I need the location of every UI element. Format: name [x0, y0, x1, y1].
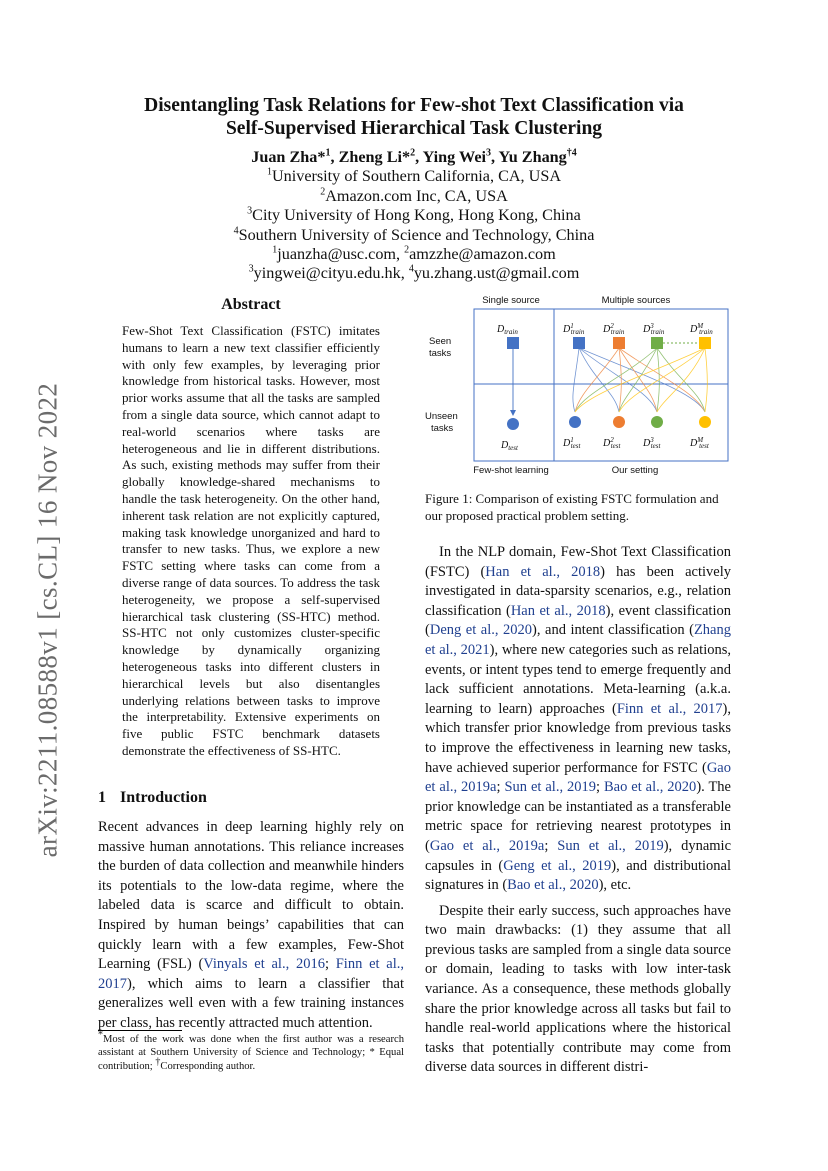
seen-label-2: tasks — [429, 348, 452, 359]
d-test-label: $D_{test}$ — [501, 440, 518, 452]
paragraph: Despite their early success, such approaches have two main drawbacks: (1) they assume that all previous tasks are sampled from a single data source or domain, leading to tasks with low inter-task variance. As a consequence, these methods globally share the prior knowledge across all tasks but fail to handle real-world applications where the historical tasks that potentially contribute may come from diverse data sources in different distri- — [425, 902, 731, 1076]
d1-train-label: $D^1$ train — [563, 322, 585, 336]
affiliation-sup: 2 — [320, 186, 326, 198]
citation-link[interactable]: Zhang et al., 2021 — [425, 622, 731, 658]
unseen-label: Unseen — [425, 411, 458, 422]
paragraph: In the NLP domain, Few-Shot Text Classification (FSTC) (Han et al., 2018) has been actively investigated in data-sparsity scenarios, e.g., relation classification (Han et al., 2018), event classification (Deng et al., 2020), and intent classification (Zhang et al., 2021), where new categories such as relations, events, or intent types tend to emerge frequently and lack sufficient annotations. Meta-learning (a.k.a. learning to learn) approaches (Finn et al., 2017), which transfer prior knowledge from previous tasks to improve the effectiveness in learning new tasks, have achieved superior performance for FSTC (Gao et al., 2019a; Sun et al., 2019; Bao et al., 2020). The prior knowledge can be instantiated as a transferable metric space for retrieving nearest prototypes in (Gao et al., 2019a; Sun et al., 2019), dynamic capsules in (Geng et al., 2019), and distributional signatures in (Bao et al., 2020), etc. — [425, 544, 732, 894]
footnote-text: Most of the work was done when the first author was a research assistant at Southern University of Science and Technology; * Equal contribution; — [98, 1034, 404, 1072]
dm-test-circle — [699, 416, 711, 428]
d2-test-label: $D^2$ test — [603, 436, 621, 450]
intro-paragraph — [98, 818, 404, 1034]
abstract-heading: Abstract — [221, 296, 281, 313]
citation-link[interactable]: Han et al., 2018 — [510, 602, 606, 619]
footnote-rule — [98, 1030, 182, 1031]
dm-test-label: $D^M$ test — [690, 436, 709, 450]
author-names: Juan Zha*$^1$, Zheng Li*$^2$, Ying Wei$^3$, Yu Zhang$^{\dagger 4}$ — [251, 147, 577, 166]
d1-train-square — [573, 337, 585, 349]
d3-test-label: $D^3$ test — [643, 436, 661, 450]
figure-caption: Figure 1: Comparison of existing FSTC formulation and our proposed practical problem setting. — [425, 491, 719, 523]
affiliation-sup: 4 — [233, 225, 239, 237]
abstract-text: Few-Shot Text Classification (FSTC) imitates humans to learn a new text classifier efficiently with only few examples, by leveraging prior knowledge from historical tasks. However, most prior works assume that all the tasks are sampled from a single data source, which cannot adapt to real-world scenarios where tasks are heterogeneous and lie in different distributions. As such, existing methods may suffer from their globally knowledge-shared mechanisms to handle the task heterogeneity. On the other hand, inherent task relation are not explicitly captured, making task knowledge unorganized and hard to transfer to new tasks. Thus, we explore a new FSTC setting where tasks can come from a diverse range of data sources. To address the task heterogeneity, we propose a self-supervised hierarchical task clustering (SS-HTC) method. SS-HTC not only customizes cluster-specific knowledge by dynamically organizing heterogeneous tasks into different clusters in hierarchical levels but also disentangles underlying relations between tasks to improve the interpretability. Extensive experiments on five public FSTC benchmark datasets demonstrate the effectiveness of SS-HTC. — [122, 323, 380, 758]
citation-link[interactable]: Sun et al., 2019 — [504, 779, 596, 796]
right-column — [425, 543, 731, 1078]
figure-1 — [425, 292, 731, 476]
affiliation-text: City University of Hong Kong, Hong Kong, China — [252, 206, 581, 225]
affiliation-sup: 1 — [266, 167, 272, 179]
arxiv-id: arXiv:2211.08588v1 [cs.CL] 16 Nov 2022 — [32, 382, 63, 858]
author-3: Ying Wei — [422, 148, 487, 166]
citation-link[interactable]: Gao et al., 2019a — [429, 837, 545, 854]
single-source-label: Single source — [482, 295, 540, 306]
author-2: Zheng Li* — [338, 148, 411, 166]
cross-arrows — [573, 348, 707, 412]
d3-train-label: $D^3$ train — [643, 322, 665, 336]
paper-title — [98, 94, 730, 140]
section-title: Introduction — [120, 789, 207, 806]
text: Recent advances in deep learning highly rely on massive human annotations. This reliance increases the burden of data collection and meanwhile hinders its potentials to the low-data regime, where the labeled data is scarce and difficult to obtain. Inspired by human beings’ capabilities that can quickly learn with a few examples, Few-Shot Learning (FSL) ( — [98, 819, 404, 973]
title-line-2: Self-Supervised Hierarchical Task Clustering — [225, 118, 603, 139]
d1-test-circle — [569, 416, 581, 428]
author-1-sup: 1 — [325, 147, 331, 159]
seen-label: Seen — [429, 336, 452, 347]
author-1: Juan Zha* — [251, 148, 326, 166]
few-shot-learning-label: Few-shot learning — [473, 465, 549, 476]
author-2-sup: 2 — [410, 147, 416, 159]
footnote-mark: * — [98, 1029, 103, 1041]
author-4: Yu Zhang — [498, 148, 567, 166]
author-block — [98, 148, 730, 284]
citation-link[interactable]: Finn et al., 2017 — [98, 956, 404, 992]
author-4-sup: †4 — [566, 147, 577, 159]
affiliation — [98, 226, 730, 245]
title-line-1: Disentangling Task Relations for Few-shot Text Classification via — [144, 95, 684, 116]
arrow-head — [510, 410, 516, 416]
our-setting-label: Our setting — [611, 465, 659, 476]
citation-link[interactable]: Han et al., 2018 — [485, 563, 601, 580]
citation-link[interactable]: Deng et al., 2020 — [429, 622, 533, 639]
d3-test-circle — [651, 416, 663, 428]
d2-train-label: $D^2$ train — [603, 322, 625, 336]
footnote-mark: † — [155, 1056, 161, 1068]
citation-link[interactable]: Geng et al., 2019 — [503, 857, 612, 874]
multiple-sources-label: Multiple sources — [601, 295, 671, 306]
email-sup: 2 — [404, 244, 410, 256]
affiliation-sup: 3 — [247, 205, 253, 217]
citation-link[interactable]: Bao et al., 2020 — [603, 779, 697, 796]
author-3-sup: 3 — [486, 147, 492, 159]
footnote — [98, 1029, 404, 1073]
unseen-label-2: tasks — [431, 423, 454, 434]
arxiv-stamp — [18, 360, 78, 880]
text: ; — [324, 956, 336, 973]
email: juanzha@usc.com, — [277, 245, 405, 264]
email: yu.zhang.ust@gmail.com — [413, 264, 580, 283]
citation-link[interactable]: Bao et al., 2020 — [507, 877, 599, 894]
email-sup: 1 — [272, 244, 278, 256]
affiliation-text: Amazon.com Inc, CA, USA — [325, 186, 508, 205]
email-sup: 4 — [408, 264, 414, 276]
section-number: 1 — [98, 789, 106, 806]
d-train-label: $D_{train}$ — [497, 324, 518, 336]
email: yingwei@cityu.edu.hk, — [253, 264, 409, 283]
email-sup: 3 — [248, 264, 254, 276]
affiliation-text: University of Southern California, CA, USA — [271, 167, 562, 186]
affiliation-text: Southern University of Science and Technology, China — [238, 225, 595, 244]
section-heading — [98, 789, 207, 807]
d-test-circle — [507, 418, 519, 430]
dm-train-square — [699, 337, 711, 349]
affiliation — [98, 167, 730, 186]
d3-train-square — [651, 337, 663, 349]
d2-train-square — [613, 337, 625, 349]
footnote-text: Corresponding author. — [160, 1060, 256, 1072]
affiliation — [98, 206, 730, 225]
affiliation — [98, 187, 730, 206]
d-train-square — [507, 337, 519, 349]
email: amzzhe@amazon.com — [409, 245, 556, 264]
email-line — [98, 245, 730, 264]
d1-test-label: $D^1$ test — [563, 436, 581, 450]
citation-link[interactable]: Sun et al., 2019 — [557, 837, 664, 854]
email-line — [98, 264, 730, 283]
text: ), which aims to learn a classifier that generalizes well even with a few training instances per class, has recently attracted much attention. — [98, 975, 404, 1031]
dm-train-label: $D^M$ train — [690, 322, 713, 336]
citation-link[interactable]: Vinyals et al., 2016 — [203, 956, 325, 973]
citation-link[interactable]: Finn et al., 2017 — [616, 700, 723, 717]
d2-test-circle — [613, 416, 625, 428]
citation-link[interactable]: Gao et al., 2019a — [425, 759, 731, 796]
